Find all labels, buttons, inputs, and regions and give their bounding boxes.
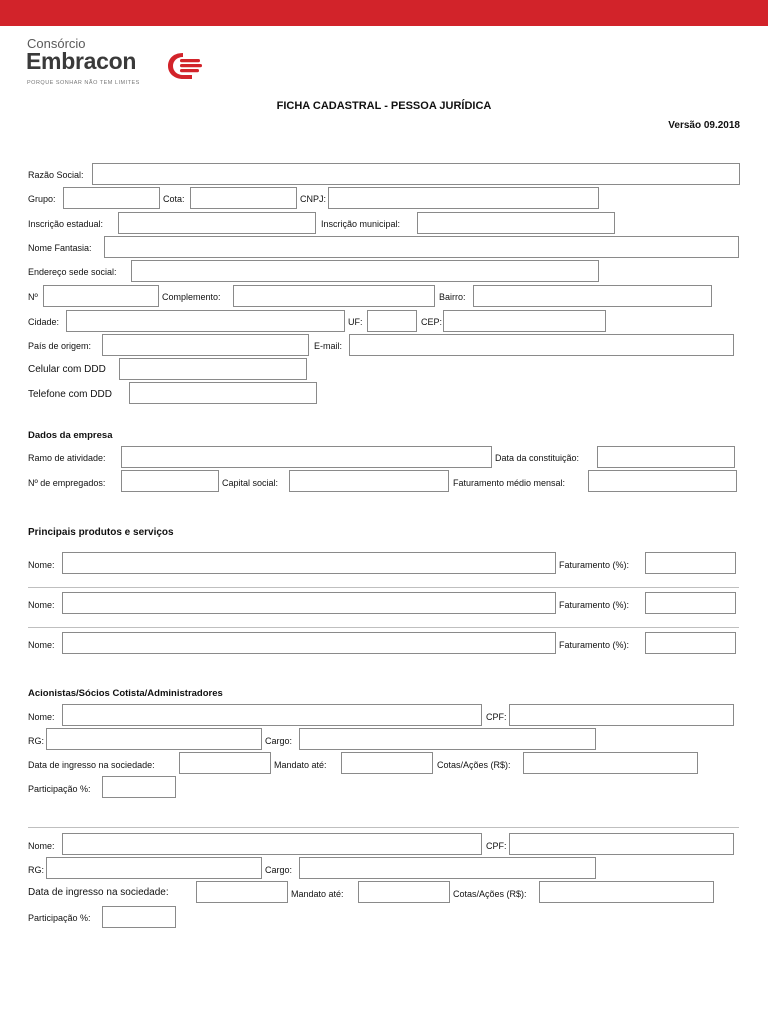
celular-label: Celular com DDD bbox=[28, 364, 106, 375]
cnpj-input[interactable] bbox=[328, 187, 599, 209]
cota-input[interactable] bbox=[190, 187, 297, 209]
cnpj-label: CNPJ: bbox=[300, 194, 327, 204]
logo-top-line: Consórcio bbox=[27, 36, 86, 51]
celular-input[interactable] bbox=[119, 358, 307, 380]
separator-line bbox=[28, 627, 739, 628]
grupo-input[interactable] bbox=[63, 187, 160, 209]
socio-rg-label: RG: bbox=[28, 865, 45, 875]
produto-faturamento-label: Faturamento (%): bbox=[559, 600, 630, 610]
cep-label: CEP: bbox=[421, 317, 443, 327]
socio-participacao-input-1[interactable] bbox=[102, 776, 176, 798]
logo-name: Embracon bbox=[26, 48, 137, 74]
socio-cotas-label: Cotas/Ações (R$): bbox=[437, 760, 511, 770]
socio-cpf-input-1[interactable] bbox=[509, 704, 734, 726]
socio-participacao-label: Participação %: bbox=[28, 913, 91, 923]
empregados-input[interactable] bbox=[121, 470, 219, 492]
hand-logo-icon bbox=[166, 50, 204, 82]
socio-participacao-input-2[interactable] bbox=[102, 906, 176, 928]
faturamento-medio-label: Faturamento médio mensal: bbox=[453, 478, 566, 488]
endereco-input[interactable] bbox=[131, 260, 599, 282]
produto-faturamento-input-2[interactable] bbox=[645, 592, 736, 614]
nome-fantasia-input[interactable] bbox=[104, 236, 739, 258]
separator-line bbox=[28, 827, 739, 828]
data-constituicao-label: Data da constituição: bbox=[495, 453, 580, 463]
socio-rg-label: RG: bbox=[28, 736, 45, 746]
cidade-label: Cidade: bbox=[28, 317, 60, 327]
top-brand-bar bbox=[0, 0, 768, 26]
bairro-label: Bairro: bbox=[439, 292, 466, 302]
produto-faturamento-input-3[interactable] bbox=[645, 632, 736, 654]
socio-mandato-input-1[interactable] bbox=[341, 752, 433, 774]
socio-data-ingresso-input-1[interactable] bbox=[179, 752, 271, 774]
socio-cpf-label: CPF: bbox=[486, 841, 507, 851]
socio-nome-label: Nome: bbox=[28, 712, 55, 722]
produto-nome-label: Nome: bbox=[28, 560, 55, 570]
produto-faturamento-input-1[interactable] bbox=[645, 552, 736, 574]
faturamento-medio-input[interactable] bbox=[588, 470, 737, 492]
dados-empresa-heading: Dados da empresa bbox=[28, 430, 113, 441]
uf-input[interactable] bbox=[367, 310, 417, 332]
telefone-label: Telefone com DDD bbox=[28, 389, 112, 400]
socio-data-ingresso-label: Data de ingresso na sociedade: bbox=[28, 887, 169, 898]
socio-cpf-label: CPF: bbox=[486, 712, 507, 722]
endereco-label: Endereço sede social: bbox=[28, 267, 117, 277]
socio-mandato-label: Mandato até: bbox=[291, 889, 344, 899]
company-logo bbox=[26, 36, 226, 92]
inscricao-municipal-label: Inscrição municipal: bbox=[321, 219, 401, 229]
socio-nome-input-1[interactable] bbox=[62, 704, 482, 726]
logo-tagline: PORQUE SONHAR NÃO TEM LIMITES bbox=[27, 80, 140, 86]
separator-line bbox=[28, 587, 739, 588]
telefone-input[interactable] bbox=[129, 382, 317, 404]
document-version: Versão 09.2018 bbox=[668, 120, 740, 131]
socio-mandato-input-2[interactable] bbox=[358, 881, 450, 903]
produtos-heading: Principais produtos e serviços bbox=[28, 527, 174, 538]
produto-nome-label: Nome: bbox=[28, 600, 55, 610]
produto-nome-input-1[interactable] bbox=[62, 552, 556, 574]
socios-heading: Acionistas/Sócios Cotista/Administradores bbox=[28, 688, 223, 699]
produto-nome-label: Nome: bbox=[28, 640, 55, 650]
razao-social-label: Razão Social: bbox=[28, 170, 84, 180]
socio-cargo-label: Cargo: bbox=[265, 865, 293, 875]
capital-label: Capital social: bbox=[222, 478, 279, 488]
inscricao-estadual-input[interactable] bbox=[118, 212, 316, 234]
document-title: FICHA CADASTRAL - PESSOA JURÍDICA bbox=[276, 100, 492, 112]
data-constituicao-input[interactable] bbox=[597, 446, 735, 468]
produto-faturamento-label: Faturamento (%): bbox=[559, 640, 630, 650]
complemento-label: Complemento: bbox=[162, 292, 221, 302]
inscricao-municipal-input[interactable] bbox=[417, 212, 615, 234]
inscricao-estadual-label: Inscrição estadual: bbox=[28, 219, 104, 229]
socio-cargo-input-2[interactable] bbox=[299, 857, 596, 879]
pais-label: País de origem: bbox=[28, 341, 92, 351]
socio-participacao-label: Participação %: bbox=[28, 784, 91, 794]
ramo-input[interactable] bbox=[121, 446, 492, 468]
socio-nome-input-2[interactable] bbox=[62, 833, 482, 855]
socio-cotas-input-2[interactable] bbox=[539, 881, 714, 903]
socio-cargo-label: Cargo: bbox=[265, 736, 293, 746]
socio-cargo-input-1[interactable] bbox=[299, 728, 596, 750]
produto-nome-input-3[interactable] bbox=[62, 632, 556, 654]
cep-input[interactable] bbox=[443, 310, 606, 332]
nome-fantasia-label: Nome Fantasia: bbox=[28, 243, 92, 253]
capital-input[interactable] bbox=[289, 470, 449, 492]
email-label: E-mail: bbox=[314, 341, 343, 351]
produto-faturamento-label: Faturamento (%): bbox=[559, 560, 630, 570]
socio-rg-input-2[interactable] bbox=[46, 857, 262, 879]
socio-data-ingresso-input-2[interactable] bbox=[196, 881, 288, 903]
bairro-input[interactable] bbox=[473, 285, 712, 307]
produto-nome-input-2[interactable] bbox=[62, 592, 556, 614]
socio-cotas-label: Cotas/Ações (R$): bbox=[453, 889, 527, 899]
razao-social-input[interactable] bbox=[92, 163, 740, 185]
grupo-label: Grupo: bbox=[28, 194, 56, 204]
email-input[interactable] bbox=[349, 334, 734, 356]
socio-rg-input-1[interactable] bbox=[46, 728, 262, 750]
socio-nome-label: Nome: bbox=[28, 841, 55, 851]
numero-label: Nº bbox=[28, 292, 38, 302]
socio-data-ingresso-label: Data de ingresso na sociedade: bbox=[28, 760, 155, 770]
cota-label: Cota: bbox=[163, 194, 185, 204]
socio-cotas-input-1[interactable] bbox=[523, 752, 698, 774]
complemento-input[interactable] bbox=[233, 285, 435, 307]
socio-mandato-label: Mandato até: bbox=[274, 760, 327, 770]
uf-label: UF: bbox=[348, 317, 363, 327]
ramo-label: Ramo de atividade: bbox=[28, 453, 106, 463]
empregados-label: Nº de empregados: bbox=[28, 478, 106, 488]
cidade-input[interactable] bbox=[66, 310, 345, 332]
pais-input[interactable] bbox=[102, 334, 309, 356]
socio-cpf-input-2[interactable] bbox=[509, 833, 734, 855]
numero-input[interactable] bbox=[43, 285, 159, 307]
